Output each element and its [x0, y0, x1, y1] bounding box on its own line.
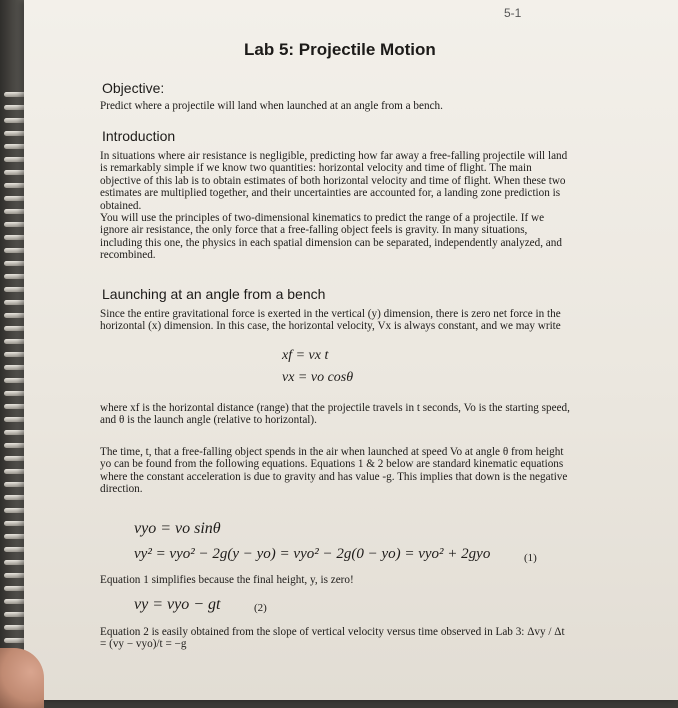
- launching-heading: Launching at an angle from a bench: [102, 286, 326, 302]
- document-page: [24, 0, 678, 700]
- equation-range: xf = vx t: [282, 348, 329, 363]
- equation-2-number: (2): [254, 602, 267, 614]
- launching-paragraph-1: Since the entire gravitational force is exerted in the vertical (y) dimension, there is zero net force in the horizontal (x) dimension. In this case, the horizontal velocity, Vx is always constant, and we may write: [100, 308, 561, 333]
- equation-horizontal-velocity: vx = vo cosθ: [282, 370, 354, 385]
- objective-text: Predict where a projectile will land when launched at an angle from a bench.: [100, 100, 443, 112]
- introduction-paragraph-1: In situations where air resistance is negligible, predicting how far away a free-falling projectile will land is remarkably simple if we know two quantities: horizontal velocity and time of flight. The main objective of this lab is to obtain estimates of both horizontal velocity and time of flight. When these two estimates are multiplied together, and their uncertainties are accounted for, a landing zone prediction is obtained.: [100, 150, 568, 212]
- equation-initial-vertical-velocity: vyo = vo sinθ: [134, 520, 221, 537]
- launching-paragraph-3: The time, t, that a free-falling object spends in the air when launched at speed Vo at angle θ from height yo can be found from the following equations. Equations 1 & 2 below are standard kinematic equations where the constant acceleration is due to gravity and has value -g. This implies that down is the negative direction.: [100, 446, 568, 496]
- equation-1: vy² = vyo² − 2g(y − yo) = vyo² − 2g(0 − yo) = vyo² + 2gyo: [134, 546, 491, 562]
- equation-1-number: (1): [524, 552, 537, 564]
- objective-heading: Objective:: [102, 80, 165, 96]
- page-number: 5-1: [504, 6, 522, 20]
- launching-paragraph-2: where xf is the horizontal distance (range) that the projectile travels in t seconds, Vo is the starting speed, and θ is the launch angle (relative to horizontal).: [100, 402, 570, 427]
- introduction-paragraph-2: You will use the principles of two-dimensional kinematics to predict the range of a projectile. If we ignore air resistance, the only force that a free-falling object feels is gravity. In many situations, including this one, the physics in each spatial dimension can be separated, independently analyzed, and recombined.: [100, 212, 562, 262]
- equation-2: vy = vyo − gt: [134, 596, 221, 613]
- equation-1-note: Equation 1 simplifies because the final height, y, is zero!: [100, 574, 354, 586]
- page-title: Lab 5: Projectile Motion: [244, 40, 436, 59]
- introduction-heading: Introduction: [102, 128, 176, 144]
- equation-2-note: Equation 2 is easily obtained from the slope of vertical velocity versus time observed in Lab 3: Δvy / Δt = (vy − vyo)/t = −g: [100, 626, 565, 651]
